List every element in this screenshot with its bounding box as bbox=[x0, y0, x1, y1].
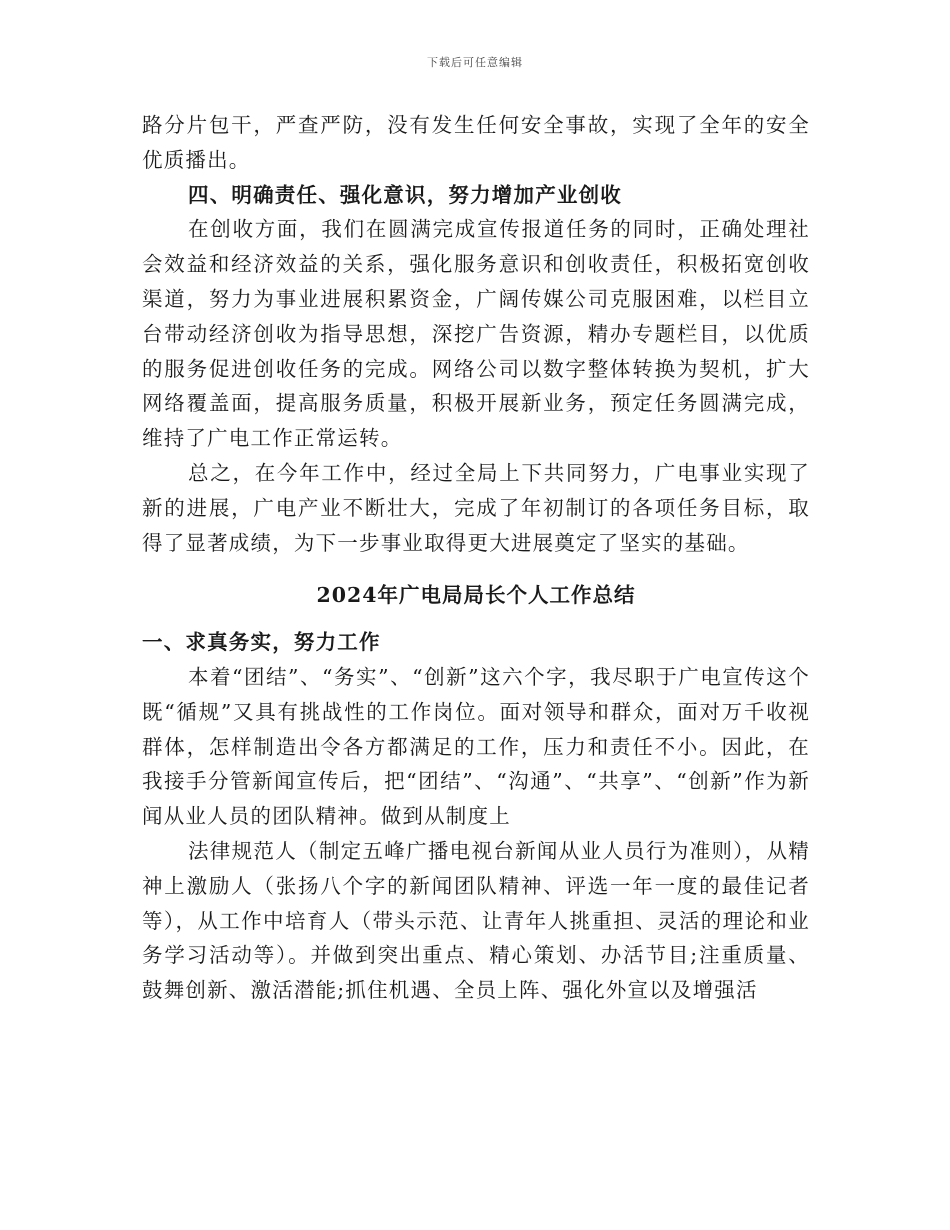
paragraph: 法律规范人（制定五峰广播电视台新闻从业人员行为准则），从精神上激励人（张扬八个字的新闻团队精神、评选一年一度的最佳记者等），从工作中培育人（带头示范、让青年人挑重担、灵活的理论和业务学习活动等）。并做到突出重点、精心策划、办活节目;注重质量、鼓舞创新、激活潜能;抓住机遇、全员上阵、强化外宣以及增强活 bbox=[142, 838, 810, 1003]
header-note: 下载后可任意编辑 bbox=[427, 56, 523, 69]
paragraph: 路分片包干，严查严防，没有发生任何安全事故，实现了全年的安全优质播出。 bbox=[142, 113, 810, 172]
document-title: 2024年广电局局长个人工作总结 bbox=[316, 583, 636, 608]
section-heading: 四、明确责任、强化意识，努力增加产业创收 bbox=[188, 182, 622, 207]
paragraph: 在创收方面，我们在圆满完成宣传报道任务的同时，正确处理社会效益和经济效益的关系，强化服务意识和创收责任，积极拓宽创收渠道，努力为事业进展积累资金，广阔传媒公司克服困难，以栏目立台带动经济创收为指导思想，深挖广告资源，精办专题栏目，以优质的服务促进创收任务的完成。网络公司以数字整体转换为契机，扩大网络覆盖面，提高服务质量，积极开展新业务，预定任务圆满完成，维持了广电工作正常运转。 bbox=[142, 217, 810, 451]
section-heading: 一、求真务实，努力工作 bbox=[142, 630, 381, 655]
paragraph: 本着“团结”、“务实”、“创新”这六个字，我尽职于广电宣传这个既“循规”又具有挑战性的工作岗位。面对领导和群众，面对万千收视群体，怎样制造出令各方都满足的工作，压力和责任不小。因此，在我接手分管新闻宣传后，把“团结”、“沟通”、“共享”、“创新”作为新闻从业人员的团队精神。做到从制度上 bbox=[142, 664, 810, 829]
document-body bbox=[142, 108, 810, 1008]
paragraph: 总之，在今年工作中，经过全局上下共同努力，广电事业实现了新的进展，广电产业不断壮大，完成了年初制订的各项任务目标，取得了显著成绩，为下一步事业取得更大进展奠定了坚实的基础。 bbox=[142, 460, 810, 555]
